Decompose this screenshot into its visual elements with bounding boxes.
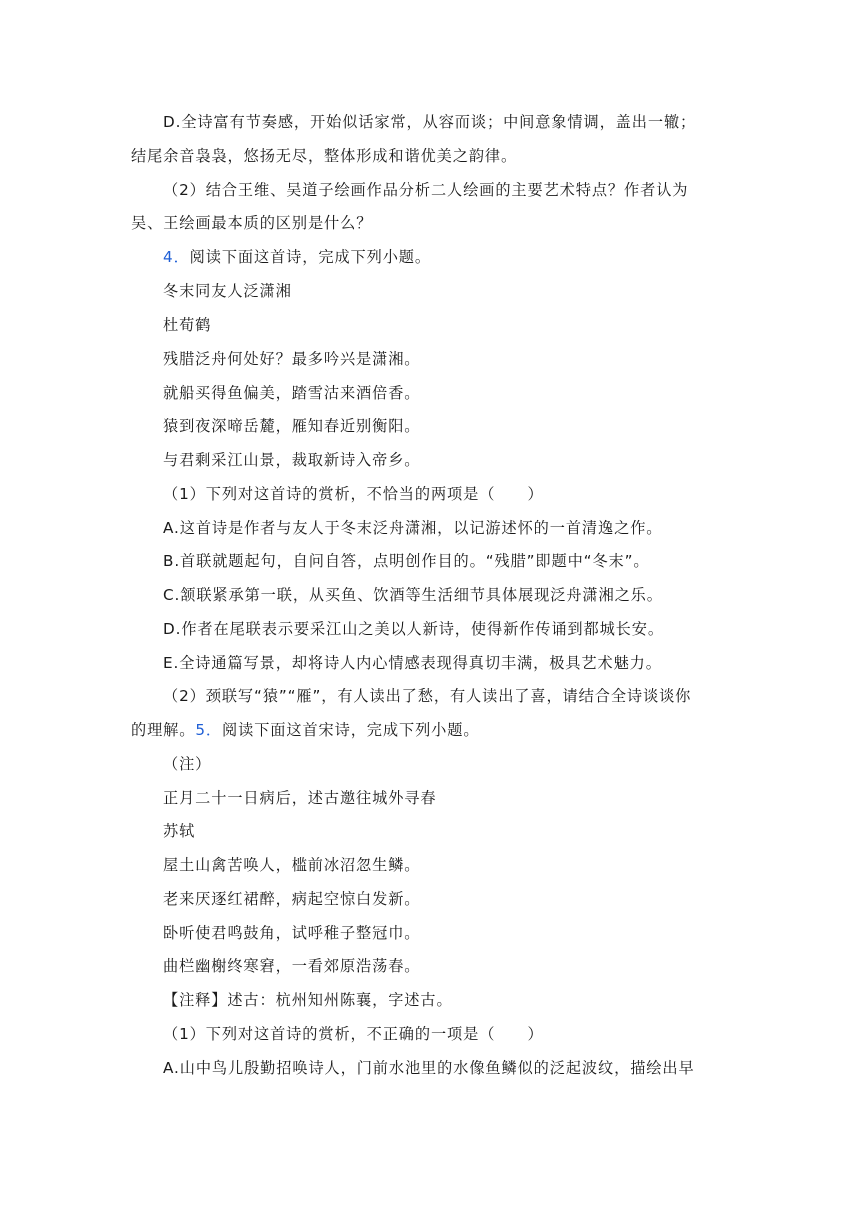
poem-line: 就船买得鱼偏美，踏雪沽来酒倍香。 <box>163 384 421 402</box>
option-a: A.这首诗是作者与友人于冬末泛舟潇湘，以记游述怀的一首清逸之作。 <box>163 519 663 537</box>
poem-author: 苏轼 <box>163 822 196 840</box>
question-heading <box>163 247 431 267</box>
poem-title: 正月二十一日病后，述古邀往城外寻春 <box>163 789 437 807</box>
option-a: A.山中鸟儿殷勤招唤诗人，门前水池里的水像鱼鳞似的泛起波纹，描绘出早 <box>163 1059 695 1077</box>
poem-line: 曲栏幽榭终寒窘，一看郊原浩荡春。 <box>163 957 421 975</box>
sub-question: （1）下列对这首诗的赏析，不正确的一项是（ ） <box>163 1025 544 1043</box>
option-e: E.全诗通篇写景，却将诗人内心情感表现得真切丰满，极具艺术魅力。 <box>163 654 662 672</box>
text-line: D.全诗富有节奏感，开始似话家常，从容而谈；中间意象情调，盖出一辙； <box>163 113 697 131</box>
poem-line: 卧听使君鸣鼓角，试呼稚子整冠巾。 <box>163 924 421 942</box>
text-line: 结尾余音袅袅，悠扬无尽，整体形成和谐优美之韵律。 <box>131 147 518 165</box>
poem-title: 冬末同友人泛潇湘 <box>163 282 292 300</box>
poem-line: 与君剩采江山景，裁取新诗入帝乡。 <box>163 451 421 469</box>
question-number: 5． <box>195 721 223 739</box>
poem-line: 屋土山禽苦唤人，槛前冰沼忽生鳞。 <box>163 856 421 874</box>
question-heading <box>131 720 479 740</box>
poem-line: 猿到夜深啼岳麓，雁知春近别衡阳。 <box>163 417 421 435</box>
poem-author: 杜荀鹤 <box>163 316 212 334</box>
poem-line: 老来厌逐红裙醉，病起空惊白发新。 <box>163 890 421 908</box>
sub-question: （2）颈联写“猿”“雁”，有人读出了愁，有人读出了喜，请结合全诗谈谈你 <box>163 687 692 705</box>
option-c: C.颔联紧承第一联，从买鱼、饮酒等生活细节具体展现泛舟潇湘之乐。 <box>163 586 663 604</box>
option-d: D.作者在尾联表示要采江山之美以人新诗，使得新作传诵到都城长安。 <box>163 620 664 638</box>
poem-line: 残腊泛舟何处好？最多吟兴是潇湘。 <box>163 350 421 368</box>
text-fragment: 的理解。 <box>131 721 196 739</box>
sub-question: （1）下列对这首诗的赏析，不恰当的两项是（ ） <box>163 485 544 503</box>
text-line: 吴、王绘画最本质的区别是什么？ <box>131 214 373 232</box>
annotation: 【注释】述古：杭州知州陈襄，字述古。 <box>163 991 453 1009</box>
option-b: B.首联就题起句，自问自答，点明创作目的。“残腊”即题中“冬末”。 <box>163 552 650 570</box>
question-number: 4． <box>163 248 190 266</box>
text-line: （2）结合王维、吴道子绘画作品分析二人绘画的主要艺术特点？作者认为 <box>163 181 689 199</box>
question-instruction: 阅读下面这首宋诗，完成下列小题。 <box>222 721 480 739</box>
question-instruction: 阅读下面这首诗，完成下列小题。 <box>189 248 431 266</box>
note-marker: （注） <box>163 755 212 773</box>
